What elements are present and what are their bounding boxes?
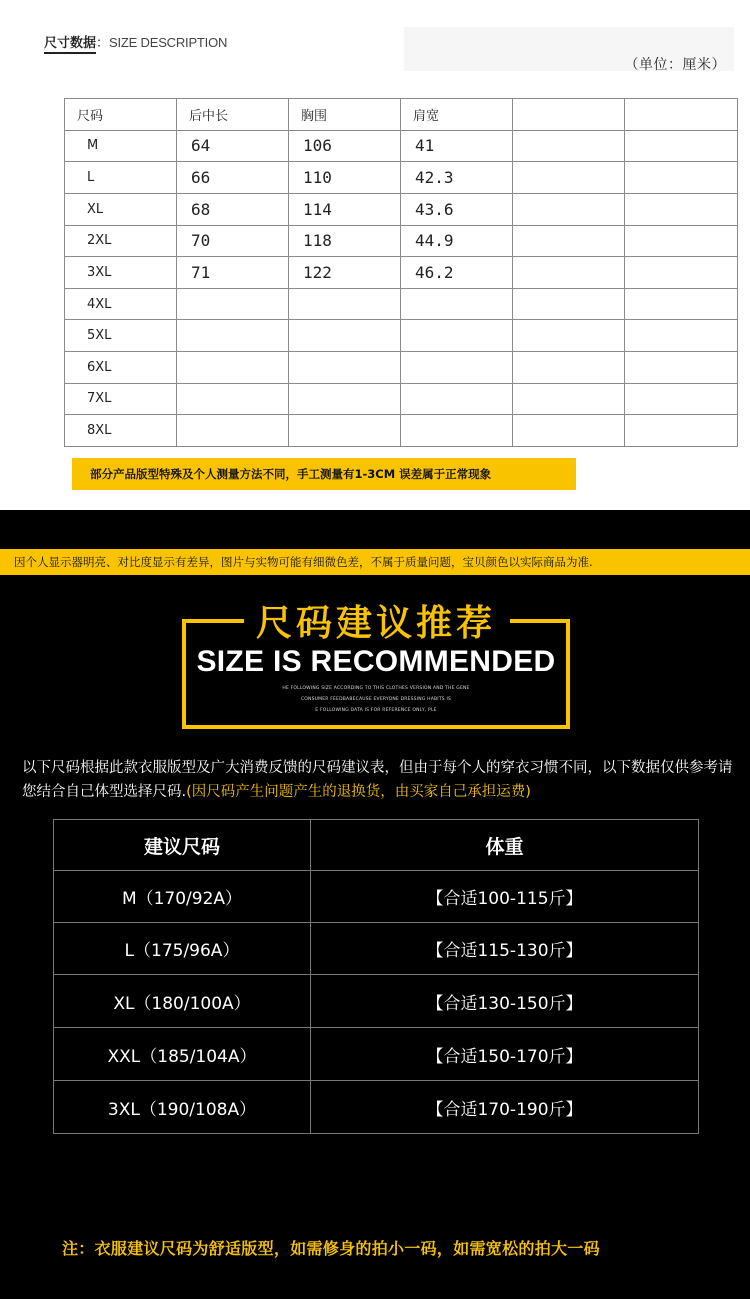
size-label-cell: 4XL: [65, 288, 177, 320]
size-section-title: [44, 32, 227, 51]
color-notice-bar: 因个人显示器明亮、对比度显示有差异，图片与实物可能有细微色差，不属于质量问题，宝贝颜色以实际商品为准.: [0, 549, 750, 575]
banner-title: 尺码建议推荐: [255, 603, 496, 644]
size-title-en: SIZE DESCRIPTION: [109, 35, 228, 50]
banner-small-text-3: E FOLLOWING DATA IS FOR REFERENCE ONLY, PLE: [315, 708, 437, 713]
size-value-cell: [401, 352, 513, 384]
size-value-cell: [289, 288, 401, 320]
size-description-section: [0, 0, 750, 510]
size-value-cell: [401, 383, 513, 415]
size-value-cell: [289, 383, 401, 415]
size-table-row: [65, 225, 738, 257]
size-label-cell: L: [65, 162, 177, 194]
size-header-cell: 后中长: [177, 99, 289, 131]
size-recommend-description: [22, 756, 734, 804]
recommend-table: [53, 819, 699, 1134]
size-value-cell: [625, 383, 738, 415]
size-value-cell: 66: [177, 162, 289, 194]
recommend-weight-cell: 【合适170-190斤】: [311, 1081, 699, 1134]
size-table-header: [65, 99, 738, 131]
size-value-cell: 70: [177, 225, 289, 257]
size-value-cell: [513, 162, 625, 194]
size-label-cell: XL: [65, 193, 177, 225]
size-table-row: [65, 383, 738, 415]
recommend-table-row: [54, 1081, 699, 1134]
size-value-cell: [177, 288, 289, 320]
recommend-table-row: [54, 871, 699, 923]
unit-label: （单位：厘米）: [624, 57, 726, 73]
size-value-cell: 41: [401, 130, 513, 162]
size-title-cn: 尺寸数据: [44, 36, 96, 54]
size-value-cell: 71: [177, 257, 289, 289]
size-header-cell: [513, 99, 625, 131]
footnote: 注：衣服建议尺码为舒适版型，如需修身的拍小一码，如需宽松的拍大一码: [62, 1239, 600, 1258]
size-value-cell: [625, 130, 738, 162]
recommend-size-cell: L（175/96A）: [54, 923, 311, 975]
size-label-cell: 6XL: [65, 352, 177, 384]
description-text: 以下尺码根据此款衣服版型及广大消费反馈的尺码建议表，但由于每个人的穿衣习惯不同，以下数据仅供参考请您结合自己体型选择尺码.: [22, 760, 733, 800]
size-value-cell: [625, 257, 738, 289]
recommend-table-row: [54, 923, 699, 975]
size-value-cell: [513, 383, 625, 415]
recommend-weight-cell: 【合适115-130斤】: [311, 923, 699, 975]
size-value-cell: 42.3: [401, 162, 513, 194]
banner-subtitle: SIZE IS RECOMMENDED: [196, 645, 556, 678]
size-value-cell: [177, 320, 289, 352]
size-table: [64, 98, 738, 447]
size-value-cell: [289, 320, 401, 352]
size-value-cell: [625, 193, 738, 225]
size-value-cell: [177, 415, 289, 447]
description-highlight: (因尺码产生问题产生的退换货，由买家自己承担运费): [186, 784, 531, 800]
size-label-cell: 8XL: [65, 415, 177, 447]
size-value-cell: [513, 193, 625, 225]
size-value-cell: [177, 352, 289, 384]
size-value-cell: 68: [177, 193, 289, 225]
size-table-row: [65, 162, 738, 194]
size-value-cell: [401, 415, 513, 447]
size-table-row: [65, 257, 738, 289]
size-value-cell: [625, 288, 738, 320]
size-value-cell: [513, 352, 625, 384]
size-value-cell: 46.2: [401, 257, 513, 289]
size-value-cell: [625, 352, 738, 384]
size-value-cell: 122: [289, 257, 401, 289]
size-value-cell: 110: [289, 162, 401, 194]
size-label-cell: 2XL: [65, 225, 177, 257]
size-value-cell: 114: [289, 193, 401, 225]
size-label-cell: 3XL: [65, 257, 177, 289]
size-value-cell: [625, 320, 738, 352]
size-table-row: [65, 320, 738, 352]
recommend-size-cell: XXL（185/104A）: [54, 1028, 311, 1081]
size-header-cell: 胸围: [289, 99, 401, 131]
banner-small-text-2: CONSUMER FEEDBABECAUSE EVERYONE DRESSING HABITS IS: [300, 697, 452, 702]
recommend-size-cell: XL（180/100A）: [54, 975, 311, 1028]
size-table-row: [65, 288, 738, 320]
size-value-cell: [289, 415, 401, 447]
measurement-warning: 部分产品版型特殊及个人测量方法不同，手工测量有1-3CM 误差属于正常现象: [72, 458, 576, 490]
size-value-cell: [513, 288, 625, 320]
recommend-header-cell: 建议尺码: [54, 820, 311, 871]
size-value-cell: 106: [289, 130, 401, 162]
size-value-cell: [625, 225, 738, 257]
banner-small-text-1: HE FOLLOWING SIZE ACCORDING TO THIS CLOTHES VERSION AND THE GENE: [282, 686, 470, 691]
recommend-size-cell: 3XL（190/108A）: [54, 1081, 311, 1134]
size-header-cell: 尺码: [65, 99, 177, 131]
size-value-cell: [513, 257, 625, 289]
recommend-table-header: [54, 820, 699, 871]
size-header-cell: [625, 99, 738, 131]
size-title-separator: ：: [96, 36, 110, 51]
size-label-cell: 7XL: [65, 383, 177, 415]
size-value-cell: 118: [289, 225, 401, 257]
size-value-cell: [625, 162, 738, 194]
size-value-cell: [401, 288, 513, 320]
recommend-weight-cell: 【合适150-170斤】: [311, 1028, 699, 1081]
size-table-row: [65, 193, 738, 225]
recommend-table-row: [54, 975, 699, 1028]
size-value-cell: [401, 320, 513, 352]
size-value-cell: [177, 383, 289, 415]
size-value-cell: [513, 225, 625, 257]
recommend-header-cell: 体重: [311, 820, 699, 871]
size-value-cell: [625, 415, 738, 447]
size-value-cell: [289, 352, 401, 384]
size-value-cell: [513, 130, 625, 162]
recommend-size-cell: M（170/92A）: [54, 871, 311, 923]
recommend-table-row: [54, 1028, 699, 1081]
size-value-cell: 44.9: [401, 225, 513, 257]
size-table-row: [65, 352, 738, 384]
size-header-cell: 肩宽: [401, 99, 513, 131]
size-label-cell: M: [65, 130, 177, 162]
size-table-row: [65, 130, 738, 162]
size-table-row: [65, 415, 738, 447]
recommend-weight-cell: 【合适130-150斤】: [311, 975, 699, 1028]
size-label-cell: 5XL: [65, 320, 177, 352]
recommend-weight-cell: 【合适100-115斤】: [311, 871, 699, 923]
size-value-cell: 64: [177, 130, 289, 162]
size-value-cell: [513, 415, 625, 447]
size-value-cell: [513, 320, 625, 352]
size-value-cell: 43.6: [401, 193, 513, 225]
